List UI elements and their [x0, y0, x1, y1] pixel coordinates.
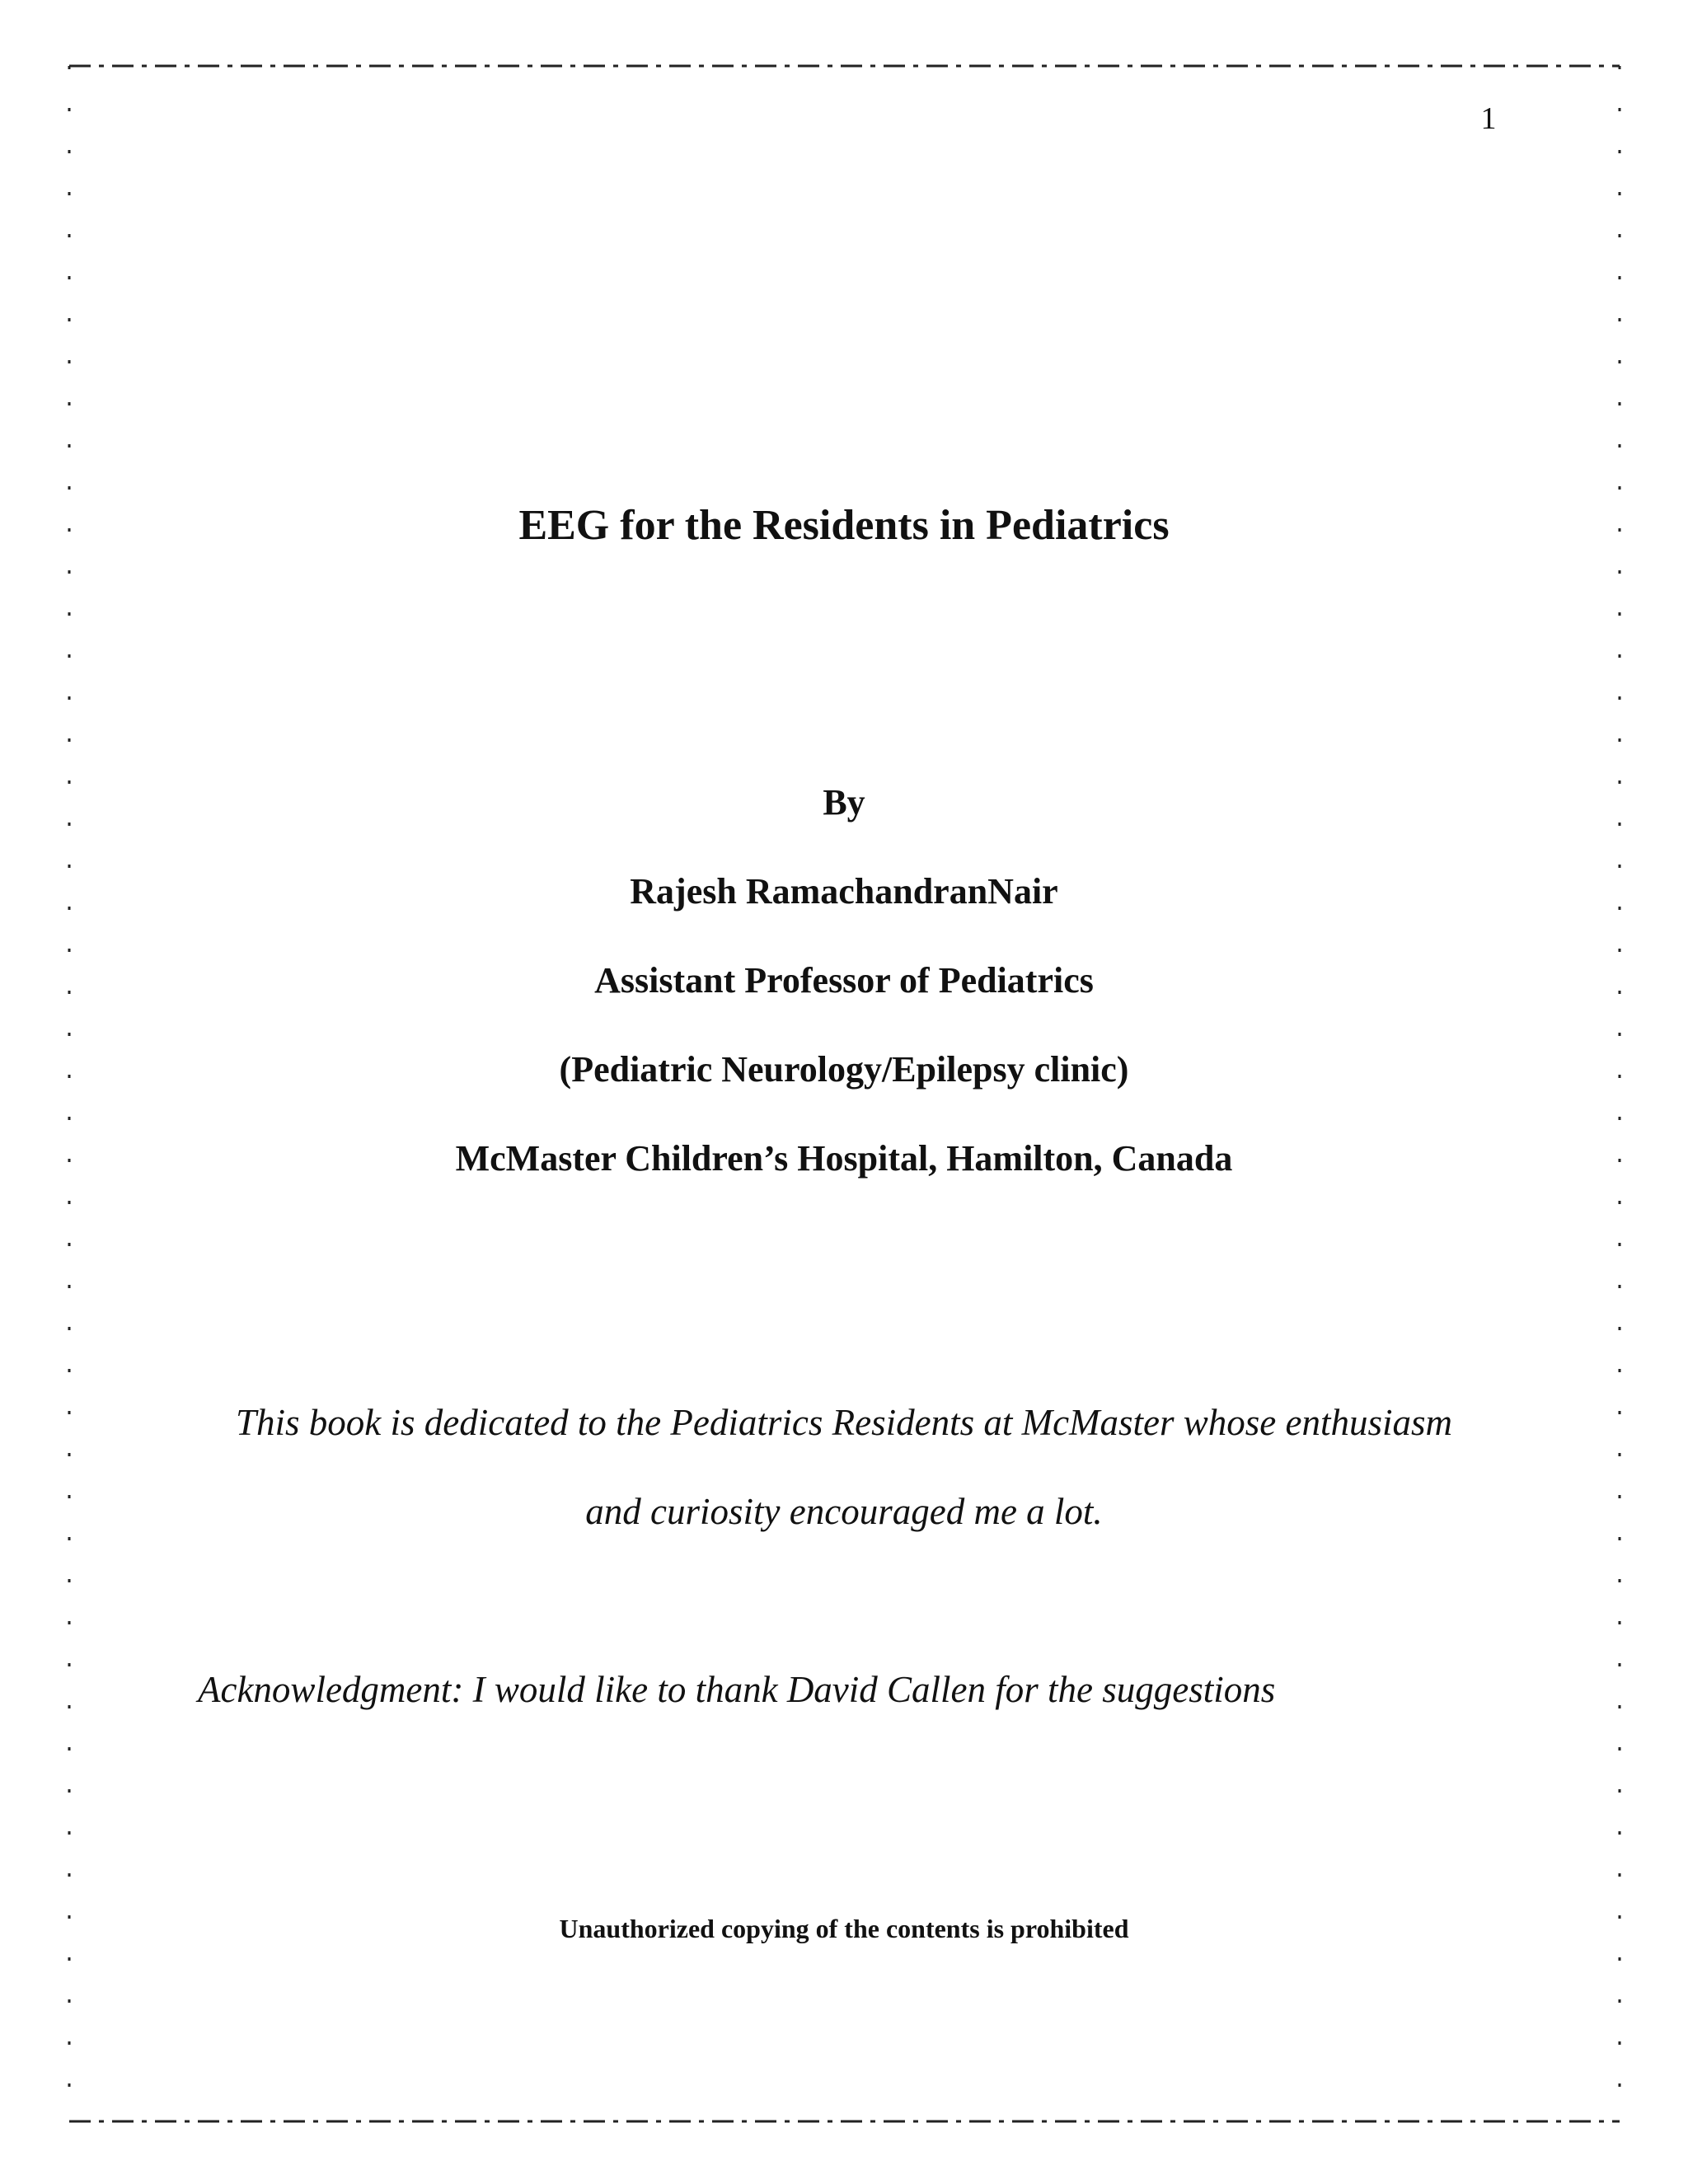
dedication-line-1: This book is dedicated to the Pediatrics Residents at McMaster whose enthusiasm: [235, 1402, 1453, 1443]
author-institution: McMaster Children’s Hospital, Hamilton, Canada: [455, 1138, 1233, 1179]
dedication-line-2: and curiosity encouraged me a lot.: [585, 1491, 1103, 1532]
page-number: 1: [1480, 101, 1497, 136]
author-name: Rajesh RamachandranNair: [630, 871, 1058, 912]
acknowledgment: Acknowledgment: I would like to thank David Callen for the suggestions: [198, 1669, 1276, 1710]
copyright-notice: Unauthorized copying of the contents is prohibited: [559, 1914, 1129, 1943]
by-label: By: [823, 782, 865, 823]
author-department: (Pediatric Neurology/Epilepsy clinic): [559, 1049, 1129, 1090]
author-position: Assistant Professor of Pediatrics: [594, 960, 1094, 1001]
book-title: EEG for the Residents in Pediatrics: [518, 502, 1170, 549]
